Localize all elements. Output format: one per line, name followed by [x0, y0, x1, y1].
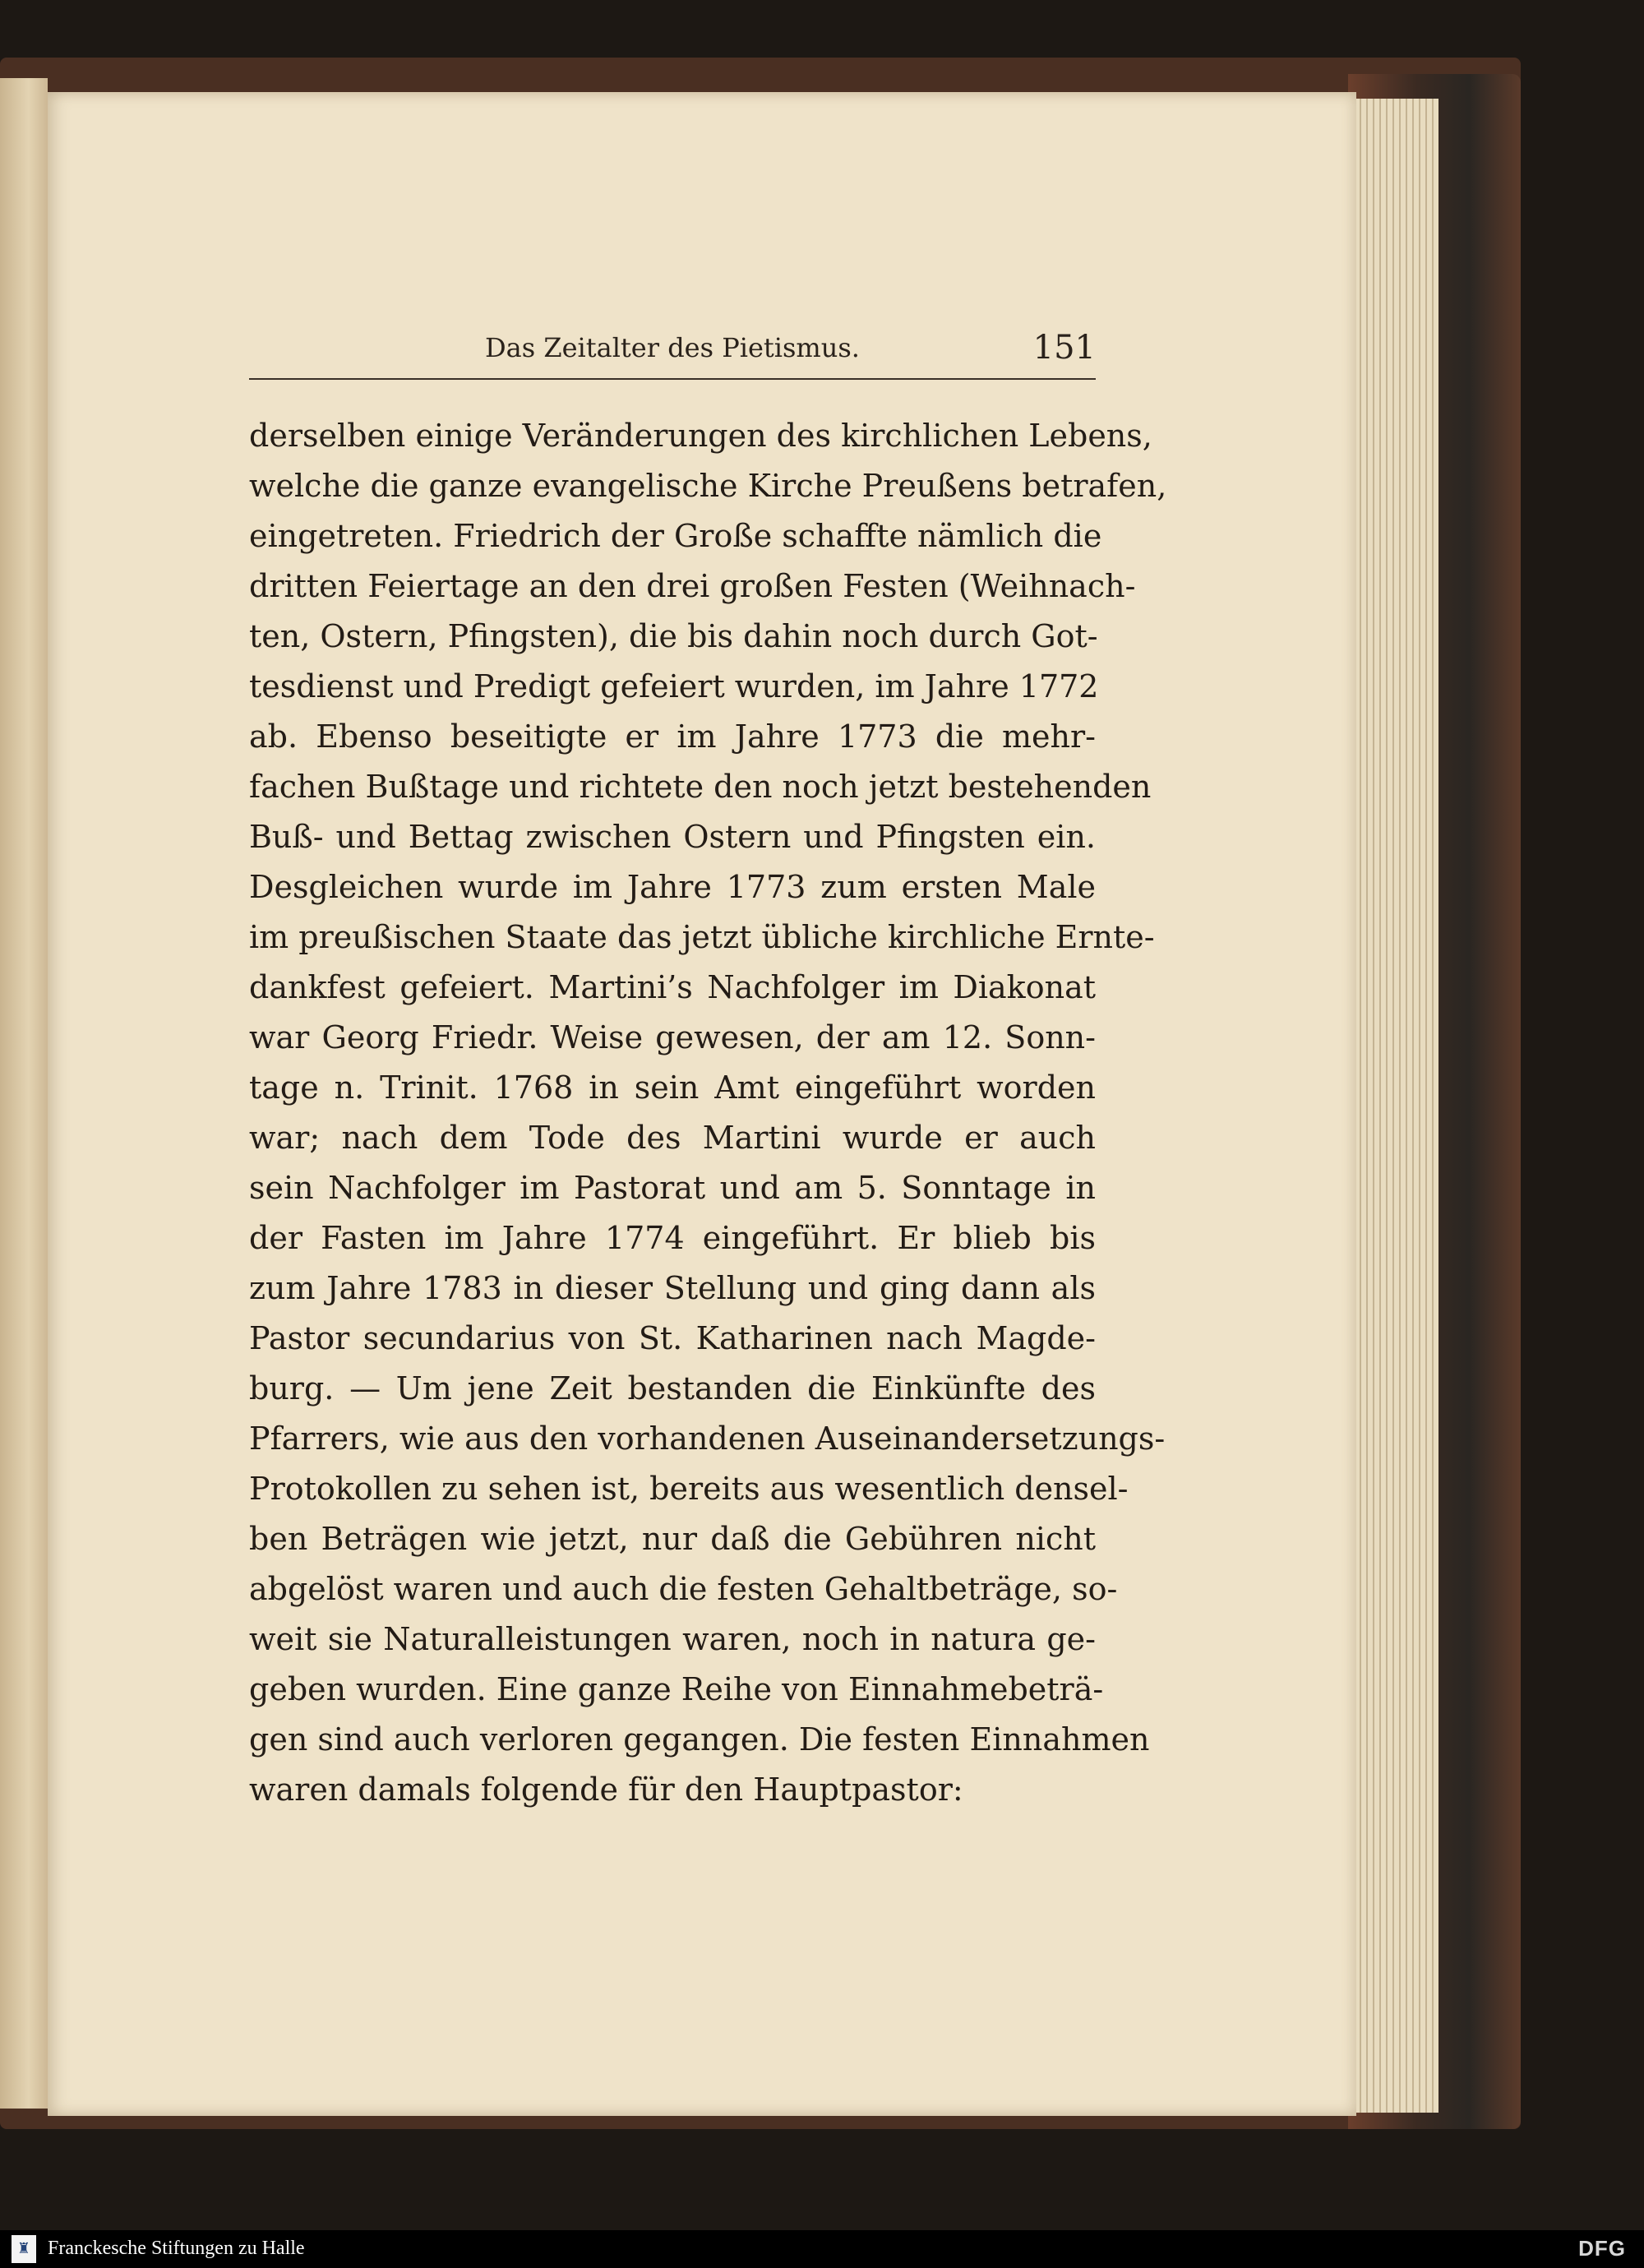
text-line: Buß- und Bettag zwischen Ostern und Pfingsten ein.	[249, 819, 1096, 855]
page-number: 151	[1032, 329, 1096, 367]
text-line: Pfarrers, wie aus den vorhandenen Auseinandersetzungs-	[249, 1420, 1166, 1457]
dfg-logo[interactable]: DFG	[1578, 2236, 1626, 2261]
text-line: ab. Ebenso beseitigte er im Jahre 1773 die mehr-	[249, 718, 1096, 755]
text-line: tesdienst und Predigt gefeiert wurden, im Jahre 1772	[249, 668, 1099, 704]
text-line: ten, Ostern, Pfingsten), die bis dahin noch durch Got-	[249, 618, 1098, 654]
text-line: Desgleichen wurde im Jahre 1773 zum ersten Male	[249, 869, 1096, 905]
text-line: Protokollen zu sehen ist, bereits aus wesentlich densel-	[249, 1471, 1129, 1507]
text-line: derselben einige Veränderungen des kirchlichen Lebens,	[249, 418, 1152, 454]
text-line: im preußischen Staate das jetzt übliche kirchliche Ernte-	[249, 919, 1155, 955]
text-line: fachen Bußtage und richtete den noch jetzt bestehenden	[249, 769, 1152, 805]
text-line: burg. — Um jene Zeit bestanden die Einkünfte des	[249, 1370, 1096, 1407]
text-line: waren damals folgende für den Hauptpastor:	[249, 1771, 963, 1808]
text-line: abgelöst waren und auch die festen Gehaltbeträge, so-	[249, 1571, 1118, 1607]
text-line: dankfest gefeiert. Martini’s Nachfolger im Diakonat	[249, 969, 1096, 1005]
text-line: tage n. Trinit. 1768 in sein Amt eingeführt worden	[249, 1069, 1096, 1106]
text-line: Pastor secundarius von St. Katharinen nach Magde-	[249, 1320, 1096, 1356]
text-line: sein Nachfolger im Pastorat und am 5. Sonntage in	[249, 1170, 1096, 1206]
text-line: dritten Feiertage an den drei großen Festen (Weihnach-	[249, 568, 1136, 604]
text-line: weit sie Naturalleistungen waren, noch in natura ge-	[249, 1621, 1096, 1657]
text-line: eingetreten. Friedrich der Große schaffte nämlich die	[249, 518, 1102, 554]
text-line: war; nach dem Tode des Martini wurde er auch	[249, 1120, 1096, 1156]
footer-bar	[0, 2230, 1644, 2268]
body-text	[249, 411, 1167, 1815]
text-line: war Georg Friedr. Weise gewesen, der am 12. Sonn-	[249, 1019, 1096, 1055]
text-line: ben Beträgen wie jetzt, nur daß die Gebühren nicht	[249, 1521, 1096, 1557]
page-stack-edge	[1348, 99, 1438, 2113]
footer-institution-name[interactable]: Franckesche Stiftungen zu Halle	[48, 2238, 305, 2259]
text-line: der Fasten im Jahre 1774 eingeführt. Er blieb bis	[249, 1220, 1096, 1256]
text-line: gen sind auch verloren gegangen. Die festen Einnahmen	[249, 1721, 1150, 1758]
text-line: welche die ganze evangelische Kirche Preußens betrafen,	[249, 468, 1167, 504]
left-page-edge	[0, 78, 48, 2109]
text-line: geben wurden. Eine ganze Reihe von Einnahmebeträ-	[249, 1671, 1104, 1707]
institution-logo-icon[interactable]: ♜	[12, 2235, 36, 2263]
running-header	[249, 330, 1096, 380]
text-line: zum Jahre 1783 in dieser Stellung und ging dann als	[249, 1270, 1096, 1306]
book-page	[48, 92, 1356, 2116]
header-title: Das Zeitalter des Pietismus.	[485, 332, 860, 363]
